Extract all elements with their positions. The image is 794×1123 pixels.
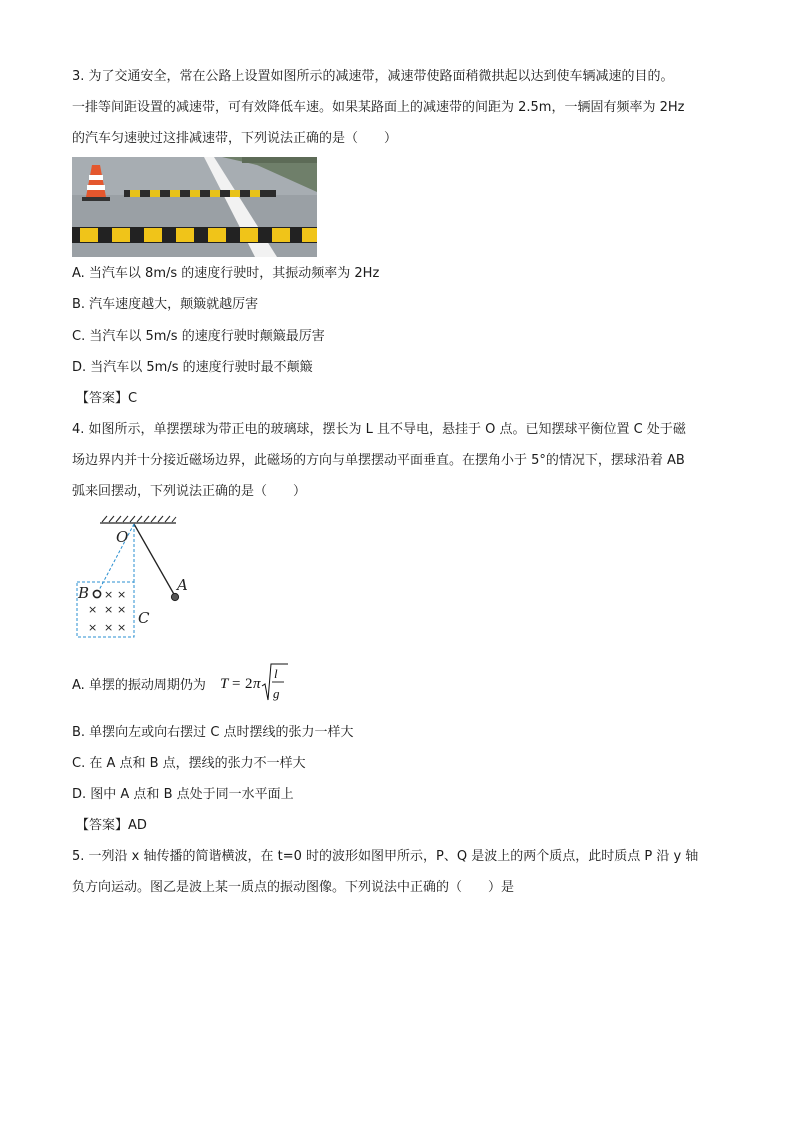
svg-text:×: × <box>117 603 127 616</box>
formula-t: T <box>220 676 229 692</box>
period-formula <box>220 660 300 704</box>
label-c: C <box>138 609 150 627</box>
q4-answer: 【答案】AD <box>76 818 147 833</box>
q3-stem-line-3: 的汽车匀速驶过这排减速带，下列说法正确的是（ ） <box>72 131 398 146</box>
svg-text:×: × <box>88 603 98 616</box>
svg-text:×: × <box>104 603 114 616</box>
q4-option-c: C. 在 A 点和 B 点，摆线的张力不一样大 <box>72 756 306 771</box>
q3-option-d: D. 当汽车以 5m/s 的速度行驶时最不颠簸 <box>72 360 313 375</box>
label-b: B <box>78 584 90 602</box>
q4-option-b: B. 单摆向左或向右摆过 C 点时摆线的张力一样大 <box>72 725 354 740</box>
label-a: A <box>177 576 188 594</box>
q3-option-b: B. 汽车速度越大，颠簸就越厉害 <box>72 297 259 312</box>
q4-stem-line-2: 场边界内并十分接近磁场边界，此磁场的方向与单摆摆动平面垂直。在摆角小于 5°的情况下，摆球沿着 AB <box>72 453 685 468</box>
formula-two: 2 <box>245 676 253 692</box>
q3-stem-line-2: 一排等间距设置的减速带，可有效降低车速。如果某路面上的减速带的间距为 2.5m，一辆固有频率为 2Hz <box>72 100 685 115</box>
formula-pi: π <box>253 676 261 692</box>
label-o: O <box>116 528 129 546</box>
speed-bump-photo <box>72 157 317 257</box>
formula-eq: = <box>232 676 241 692</box>
svg-text:×: × <box>88 621 98 634</box>
q5-stem-line-1: 5. 一列沿 x 轴传播的简谐横波，在 t=0 时的波形如图甲所示，P、Q 是波上的两个质点，此时质点 P 沿 y 轴 <box>72 849 699 864</box>
svg-text:×: × <box>117 621 127 634</box>
formula-l: l <box>274 666 278 681</box>
q3-option-a: A. 当汽车以 8m/s 的速度行驶时，其振动频率为 2Hz <box>72 266 380 281</box>
q5-stem-line-2: 负方向运动。图乙是波上某一质点的振动图像。下列说法中正确的（ ）是 <box>72 880 515 895</box>
q3-stem-line-1: 3. 为了交通安全，常在公路上设置如图所示的减速带，减速带使路面稍微拱起以达到使车辆减速的目的。 <box>72 69 674 84</box>
q4-option-d: D. 图中 A 点和 B 点处于同一水平面上 <box>72 787 294 802</box>
svg-text:×: × <box>104 621 114 634</box>
pendulum-diagram <box>72 510 212 645</box>
q3-option-c: C. 当汽车以 5m/s 的速度行驶时颠簸最厉害 <box>72 329 325 344</box>
q4-stem-line-3: 弧来回摆动，下列说法正确的是（ ） <box>72 484 307 499</box>
svg-text:×: × <box>117 588 127 601</box>
formula-g: g <box>273 686 280 701</box>
svg-text:×: × <box>104 588 114 601</box>
q3-answer: 【答案】C <box>76 391 138 406</box>
q4-stem-line-1: 4. 如图所示，单摆摆球为带正电的玻璃球，摆长为 L 且不导电，悬挂于 O 点。已知摆球平衡位置 C 处于磁 <box>72 422 686 437</box>
q4-option-a: A. 单摆的振动周期仍为 <box>72 678 206 693</box>
